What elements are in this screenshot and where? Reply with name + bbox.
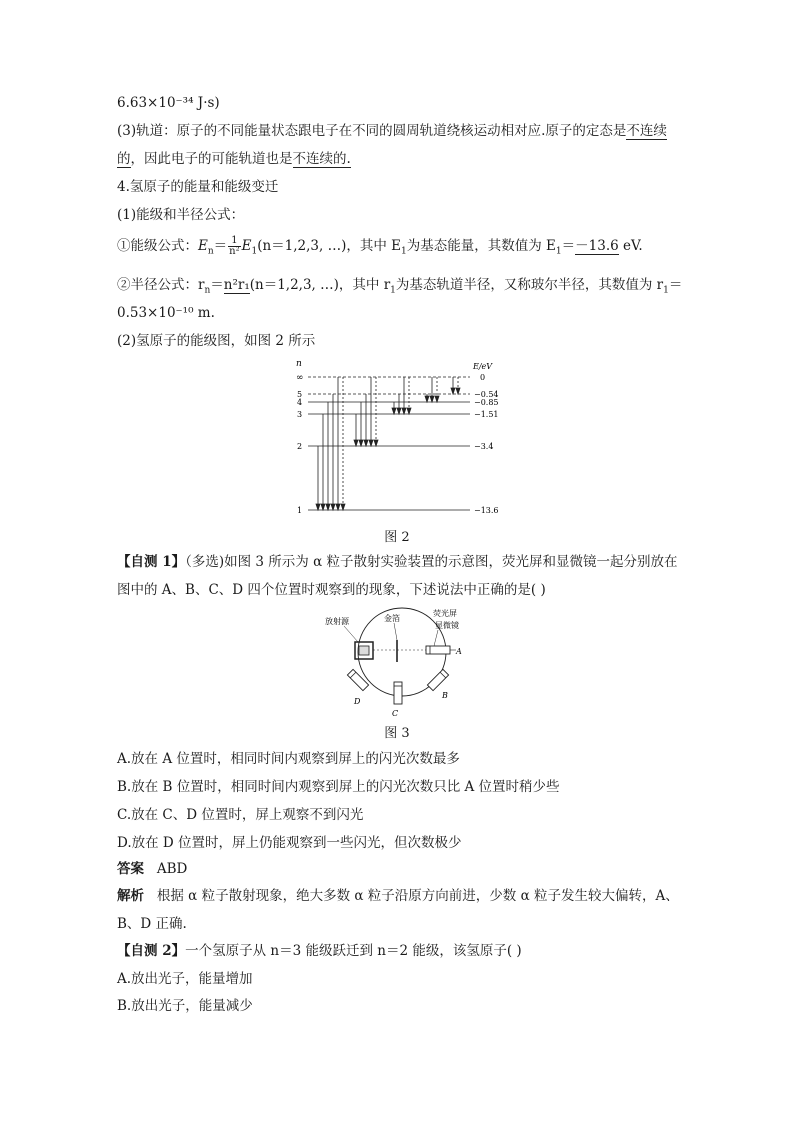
answer-label: 答案: [117, 861, 144, 877]
question-2-tag: 【自测 2】: [117, 943, 186, 959]
orbit-cont-1: 的: [117, 151, 131, 167]
screen-microscope-B: [427, 669, 448, 690]
analysis-text-1: 根据 α 粒子散射现象，绝大多数 α 粒子沿原方向前进，少数 α 粒子发生较大偏转，A、: [156, 888, 679, 904]
text-line-orbit-cont: [117, 150, 351, 168]
n-label-4: 4: [297, 398, 303, 407]
orbit-answer-2: 不连续的.: [292, 151, 351, 167]
question-1-line-2: 图中的 A、B、C、D 四个位置时观察到的现象，下述说法中正确的是( ): [117, 582, 546, 598]
label-screen: 荧光屏: [433, 609, 457, 618]
leader-source: [344, 626, 358, 642]
leader-foil: [394, 623, 397, 640]
e-label-4: −0.85: [474, 398, 499, 407]
radius-formula-condition: (n＝1,2,3, …)，其中 r: [249, 277, 391, 293]
label-A: A: [456, 647, 462, 656]
option-A: A.放在 A 位置时，相同时间内观察到屏上的闪光次数最多: [117, 751, 460, 767]
radius-formula-eq2: ＝: [668, 277, 683, 293]
radius-formula-label: ②半径公式：r: [117, 277, 205, 293]
question-1-line-1: [117, 553, 677, 571]
radius-formula-value: n²r₁: [223, 277, 250, 293]
energy-formula-label: ①能级公式：: [117, 238, 198, 254]
label-source: 放射源: [325, 617, 349, 626]
energy-formula-eq2: ＝: [561, 238, 576, 254]
label-foil: 金箔: [384, 614, 400, 623]
option-C: C.放在 C、D 位置时，屏上观察不到闪光: [117, 807, 364, 823]
question-2-option-A: A.放出光子，能量增加: [117, 971, 253, 987]
subsection-heading-2: (2)氢原子的能级图，如图 2 所示: [117, 333, 316, 349]
e-label-inf: 0: [480, 373, 486, 382]
orbit-answer-1: 不连续: [626, 123, 667, 139]
radius-formula-cond-sub: 1: [390, 285, 396, 296]
answer-line: [117, 860, 187, 878]
energy-formula-cond-sub: 1: [401, 246, 407, 257]
subsection-heading-1: (1)能级和半径公式：: [117, 207, 245, 223]
label-B: B: [442, 691, 448, 700]
leader-screen: [434, 630, 438, 646]
figure-3-caption: 图 3: [384, 726, 410, 741]
energy-formula-E1: E: [241, 238, 252, 254]
label-C: C: [392, 709, 399, 718]
screen-microscope-C: [394, 682, 402, 704]
energy-formula-eq: ＝: [213, 238, 228, 254]
radius-formula-rest-sub: 1: [663, 285, 669, 296]
energy-formula-En-sub: n: [207, 246, 214, 257]
n-label-2: 2: [297, 442, 303, 451]
e-label-3: −1.51: [474, 410, 499, 419]
energy-formula-rest: 为基态能量，其数值为 E: [406, 238, 556, 254]
energy-formula-En: E: [198, 238, 208, 254]
text-line-1: 6.63×10⁻³⁴ J·s): [117, 95, 220, 111]
analysis-line-2: B、D 正确.: [117, 916, 187, 932]
energy-formula-E1-sub: 1: [251, 246, 258, 257]
e-axis-label: E/eV: [473, 362, 493, 371]
e-label-1: −13.6: [474, 506, 499, 515]
energy-formula-fraction: [228, 236, 240, 257]
text-line-orbit: [117, 122, 667, 140]
question-1-text: （多选)如图 3 所示为 α 粒子散射实验装置的示意图，荧光屏和显微镜一起分别放在: [185, 554, 678, 570]
radius-formula-rest: 为基态轨道半径，又称玻尔半径，其数值为 r: [395, 277, 664, 293]
n-label-3: 3: [297, 410, 303, 419]
energy-formula-value: －13.6: [575, 238, 619, 254]
n-label-5: 5: [297, 390, 303, 399]
n-label-1: 1: [297, 506, 303, 515]
radius-value-line: 0.53×10⁻¹⁰ m.: [117, 305, 215, 321]
energy-formula-rest-sub: 1: [555, 246, 562, 257]
label-D: D: [354, 697, 361, 706]
e-label-2: −3.4: [474, 442, 494, 451]
question-1-tag: 【自测 1】: [117, 554, 186, 570]
analysis-label: 解析: [117, 888, 144, 904]
answer-value: ABD: [156, 861, 188, 877]
question-2-text: 一个氢原子从 n＝3 能级跃迁到 n＝2 能级，该氢原子( ): [185, 943, 522, 959]
section-heading-4: 4.氢原子的能量和能级变迁: [117, 179, 279, 195]
radius-formula-line: [117, 276, 682, 300]
orbit-cont-2: ，因此电子的可能轨道也是: [130, 151, 293, 167]
option-D: D.放在 D 位置时，屏上仍能观察到一些闪光，但次数极少: [117, 835, 462, 851]
figure-2-caption: 图 2: [384, 530, 410, 545]
alpha-scattering-diagram: [322, 606, 482, 718]
fraction-numerator: 1: [228, 236, 240, 247]
e-label-5: −0.54: [474, 390, 499, 399]
energy-formula-unit: eV.: [618, 238, 643, 254]
energy-formula-condition: (n＝1,2,3, …)，其中 E: [257, 238, 402, 254]
radius-formula-rn-sub: n: [204, 285, 211, 296]
orbit-text: (3)轨道：原子的不同能量状态跟电子在不同的圆周轨道绕核运动相对应.原子的定态是: [117, 123, 627, 139]
energy-level-diagram: [290, 356, 510, 518]
energy-formula-line: [117, 236, 643, 261]
label-microscope: 显微镜: [435, 621, 459, 630]
fraction-denominator: n²: [229, 246, 240, 257]
option-B: B.放在 B 位置时，相同时间内观察到屏上的闪光次数只比 A 位置时稍少些: [117, 779, 560, 795]
transition-arrows: [316, 377, 460, 510]
radius-formula-eq: ＝: [210, 277, 224, 293]
screen-microscope-D: [347, 669, 368, 690]
question-2-option-B: B.放出光子，能量减少: [117, 998, 253, 1014]
question-2-line: [117, 942, 522, 960]
n-label-inf: ∞: [296, 373, 304, 383]
source-inner: [359, 646, 369, 655]
analysis-line-1: [117, 887, 679, 905]
n-axis-label: n: [296, 359, 302, 369]
